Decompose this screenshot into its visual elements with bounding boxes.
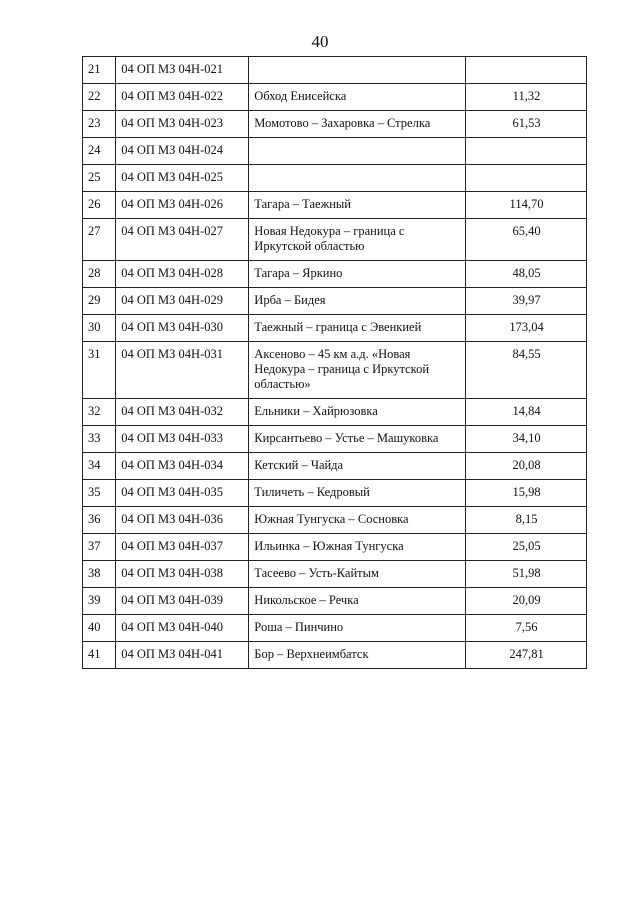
table-row (83, 453, 587, 480)
road-name: Кетский – Чайда (249, 453, 466, 480)
road-name: Роша – Пинчино (249, 615, 466, 642)
road-code: 04 ОП МЗ 04Н-033 (116, 426, 249, 453)
road-code: 04 ОП МЗ 04Н-025 (116, 165, 249, 192)
road-code: 04 ОП МЗ 04Н-030 (116, 315, 249, 342)
table-row (83, 219, 587, 261)
road-name: Обход Енисейска (249, 84, 466, 111)
road-name: Ирба – Бидея (249, 288, 466, 315)
road-length: 20,08 (466, 453, 587, 480)
table-row (83, 138, 587, 165)
table-row (83, 261, 587, 288)
road-length: 11,32 (466, 84, 587, 111)
road-name: Тасеево – Усть-Кайтым (249, 561, 466, 588)
row-number: 21 (83, 57, 116, 84)
road-length: 84,55 (466, 342, 587, 399)
road-length (466, 138, 587, 165)
row-number: 37 (83, 534, 116, 561)
table-row (83, 165, 587, 192)
road-code: 04 ОП МЗ 04Н-026 (116, 192, 249, 219)
road-name: Кирсантьево – Устье – Машуковка (249, 426, 466, 453)
road-length: 14,84 (466, 399, 587, 426)
road-length: 65,40 (466, 219, 587, 261)
road-code: 04 ОП МЗ 04Н-034 (116, 453, 249, 480)
table-row (83, 561, 587, 588)
road-length: 25,05 (466, 534, 587, 561)
road-name: Тиличеть – Кедровый (249, 480, 466, 507)
row-number: 34 (83, 453, 116, 480)
road-code: 04 ОП МЗ 04Н-027 (116, 219, 249, 261)
road-code: 04 ОП МЗ 04Н-036 (116, 507, 249, 534)
road-name: Бор – Верхнеимбатск (249, 642, 466, 669)
table-row (83, 642, 587, 669)
road-code: 04 ОП МЗ 04Н-028 (116, 261, 249, 288)
road-length: 173,04 (466, 315, 587, 342)
road-code: 04 ОП МЗ 04Н-032 (116, 399, 249, 426)
road-name: Тагара – Таежный (249, 192, 466, 219)
road-name: Южная Тунгуска – Сосновка (249, 507, 466, 534)
row-number: 27 (83, 219, 116, 261)
road-name: Таежный – граница с Эвенкией (249, 315, 466, 342)
table-row (83, 588, 587, 615)
row-number: 24 (83, 138, 116, 165)
road-length: 48,05 (466, 261, 587, 288)
road-name: Ильинка – Южная Тунгуска (249, 534, 466, 561)
road-code: 04 ОП МЗ 04Н-029 (116, 288, 249, 315)
road-length: 20,09 (466, 588, 587, 615)
road-name: Тагара – Яркино (249, 261, 466, 288)
row-number: 35 (83, 480, 116, 507)
road-code: 04 ОП МЗ 04Н-041 (116, 642, 249, 669)
table-row (83, 399, 587, 426)
table-row (83, 426, 587, 453)
row-number: 29 (83, 288, 116, 315)
table-row (83, 57, 587, 84)
road-code: 04 ОП МЗ 04Н-037 (116, 534, 249, 561)
road-name: Аксеново – 45 км а.д. «Новая Недокура – граница с Иркутской областью» (249, 342, 466, 399)
road-name: Момотово – Захаровка – Стрелка (249, 111, 466, 138)
roads-table-body (83, 57, 587, 669)
row-number: 36 (83, 507, 116, 534)
table-row (83, 534, 587, 561)
road-name: Ельники – Хайрюзовка (249, 399, 466, 426)
road-code: 04 ОП МЗ 04Н-031 (116, 342, 249, 399)
road-length: 7,56 (466, 615, 587, 642)
page-number: 40 (311, 32, 329, 51)
table-row (83, 315, 587, 342)
row-number: 25 (83, 165, 116, 192)
road-name (249, 138, 466, 165)
road-code: 04 ОП МЗ 04Н-021 (116, 57, 249, 84)
row-number: 40 (83, 615, 116, 642)
table-row (83, 84, 587, 111)
row-number: 31 (83, 342, 116, 399)
table-row (83, 342, 587, 399)
road-name (249, 57, 466, 84)
road-length: 34,10 (466, 426, 587, 453)
road-length: 39,97 (466, 288, 587, 315)
table-row (83, 111, 587, 138)
roads-table (82, 56, 587, 669)
row-number: 28 (83, 261, 116, 288)
road-code: 04 ОП МЗ 04Н-023 (116, 111, 249, 138)
road-length (466, 165, 587, 192)
road-code: 04 ОП МЗ 04Н-024 (116, 138, 249, 165)
row-number: 39 (83, 588, 116, 615)
row-number: 41 (83, 642, 116, 669)
road-code: 04 ОП МЗ 04Н-038 (116, 561, 249, 588)
road-length: 8,15 (466, 507, 587, 534)
road-name (249, 165, 466, 192)
road-length: 114,70 (466, 192, 587, 219)
road-code: 04 ОП МЗ 04Н-039 (116, 588, 249, 615)
row-number: 32 (83, 399, 116, 426)
row-number: 23 (83, 111, 116, 138)
table-row (83, 615, 587, 642)
table-row (83, 192, 587, 219)
row-number: 22 (83, 84, 116, 111)
row-number: 26 (83, 192, 116, 219)
road-name: Никольское – Речка (249, 588, 466, 615)
row-number: 30 (83, 315, 116, 342)
row-number: 38 (83, 561, 116, 588)
road-name: Новая Недокура – граница с Иркутской областью (249, 219, 466, 261)
table-row (83, 288, 587, 315)
road-length: 51,98 (466, 561, 587, 588)
road-length: 61,53 (466, 111, 587, 138)
road-code: 04 ОП МЗ 04Н-035 (116, 480, 249, 507)
road-code: 04 ОП МЗ 04Н-040 (116, 615, 249, 642)
road-length: 15,98 (466, 480, 587, 507)
row-number: 33 (83, 426, 116, 453)
road-length: 247,81 (466, 642, 587, 669)
table-row (83, 507, 587, 534)
road-code: 04 ОП МЗ 04Н-022 (116, 84, 249, 111)
table-row (83, 480, 587, 507)
road-length (466, 57, 587, 84)
